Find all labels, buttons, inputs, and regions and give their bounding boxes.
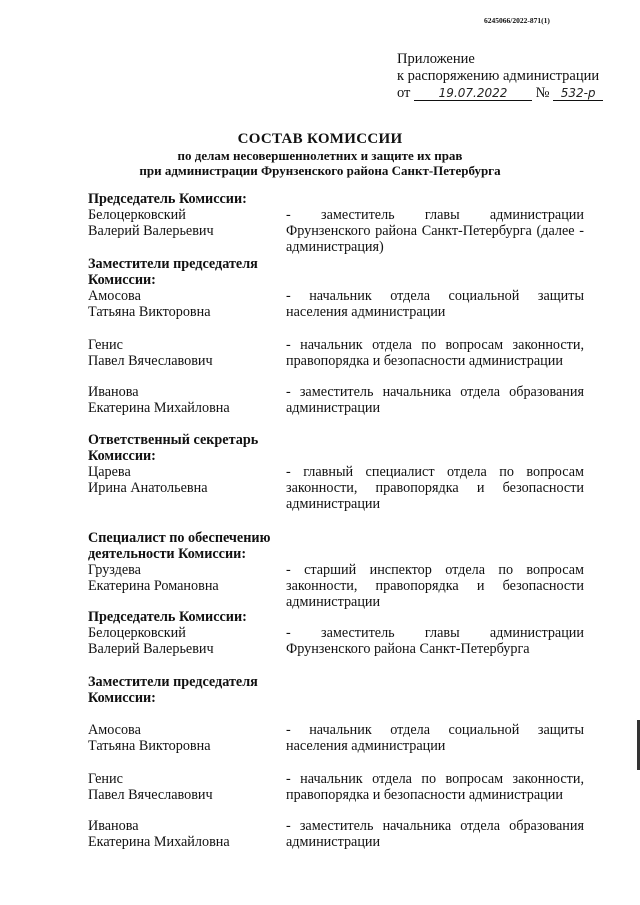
- member-surname: Амосова: [88, 722, 141, 738]
- member-surname: Белоцерковский: [88, 207, 186, 223]
- member-given-names: Валерий Валерьевич: [88, 641, 214, 657]
- member-position: - главный специалист отдела по вопросам законности, правопорядка и безопасности администрации: [286, 464, 584, 512]
- member-surname: Груздева: [88, 562, 141, 578]
- document-title: [0, 131, 640, 178]
- member-surname: Белоцерковский: [88, 625, 186, 641]
- member-position: - заместитель главы администрации Фрунзенского района Санкт-Петербурга (далее - администрация): [286, 207, 584, 255]
- member-entry: [88, 530, 588, 610]
- member-given-names: Екатерина Михайловна: [88, 834, 230, 850]
- title-line-2: по делам несовершеннолетних и защите их прав: [177, 148, 463, 163]
- member-surname: Царева: [88, 464, 131, 480]
- appendix-title: Приложение: [397, 51, 475, 67]
- role-heading: Председатель Комиссии:: [88, 191, 247, 207]
- handwritten-number: 532-р: [560, 86, 596, 100]
- member-surname: Иванова: [88, 818, 139, 834]
- member-given-names: Татьяна Викторовна: [88, 304, 211, 320]
- role-heading-cont: Комиссии:: [88, 690, 156, 706]
- handwritten-date: 19.07.2022: [438, 86, 508, 100]
- appendix-block: [397, 51, 603, 102]
- title-line-3: при администрации Фрунзенского района Санкт-Петербурга: [139, 163, 501, 178]
- document-number: 6245066/2022-871(1): [484, 16, 550, 25]
- member-given-names: Павел Вячеславович: [88, 787, 213, 803]
- member-position: - старший инспектор отдела по вопросам законности, правопорядка и безопасности администрации: [286, 562, 584, 610]
- member-surname: Генис: [88, 337, 123, 353]
- role-heading: Заместители председателя: [88, 256, 258, 272]
- role-heading-cont: Комиссии:: [88, 272, 156, 288]
- role-heading-cont: деятельности Комиссии:: [88, 546, 247, 562]
- number-label: №: [535, 85, 550, 101]
- member-entry: [88, 771, 588, 803]
- member-position: - заместитель начальника отдела образования администрации: [286, 818, 584, 850]
- member-entry: [88, 674, 588, 754]
- member-entry: [88, 191, 588, 255]
- member-entry: [88, 256, 588, 320]
- role-heading: Заместители председателя: [88, 674, 258, 690]
- member-given-names: Ирина Анатольевна: [88, 480, 208, 496]
- member-given-names: Екатерина Романовна: [88, 578, 219, 594]
- member-given-names: Валерий Валерьевич: [88, 223, 214, 239]
- role-heading: Председатель Комиссии:: [88, 609, 247, 625]
- role-heading: Ответственный секретарь: [88, 432, 259, 448]
- role-heading: Специалист по обеспечению: [88, 530, 271, 546]
- member-entry: [88, 337, 588, 369]
- appendix-date-line: [397, 85, 603, 102]
- member-surname: Иванова: [88, 384, 139, 400]
- role-heading-cont: Комиссии:: [88, 448, 156, 464]
- member-given-names: Павел Вячеславович: [88, 353, 213, 369]
- member-position: - начальник отдела социальной защиты населения администрации: [286, 722, 584, 754]
- member-position: - заместитель главы администрации Фрунзенского района Санкт-Петербурга: [286, 625, 584, 657]
- member-entry: [88, 818, 588, 850]
- member-position: - начальник отдела по вопросам законности, правопорядка и безопасности администрации: [286, 771, 584, 803]
- member-entry: [88, 432, 588, 512]
- member-position: - начальник отдела по вопросам законности, правопорядка и безопасности администрации: [286, 337, 584, 369]
- member-entry: [88, 609, 588, 657]
- member-position: - заместитель начальника отдела образования администрации: [286, 384, 584, 416]
- appendix-subtitle: к распоряжению администрации: [397, 68, 600, 84]
- member-given-names: Екатерина Михайловна: [88, 400, 230, 416]
- member-entry: [88, 384, 588, 416]
- member-position: - начальник отдела социальной защиты населения администрации: [286, 288, 584, 320]
- member-surname: Амосова: [88, 288, 141, 304]
- member-given-names: Татьяна Викторовна: [88, 738, 211, 754]
- from-label: от: [397, 85, 411, 101]
- title-main: СОСТАВ КОМИССИИ: [237, 131, 403, 147]
- member-surname: Генис: [88, 771, 123, 787]
